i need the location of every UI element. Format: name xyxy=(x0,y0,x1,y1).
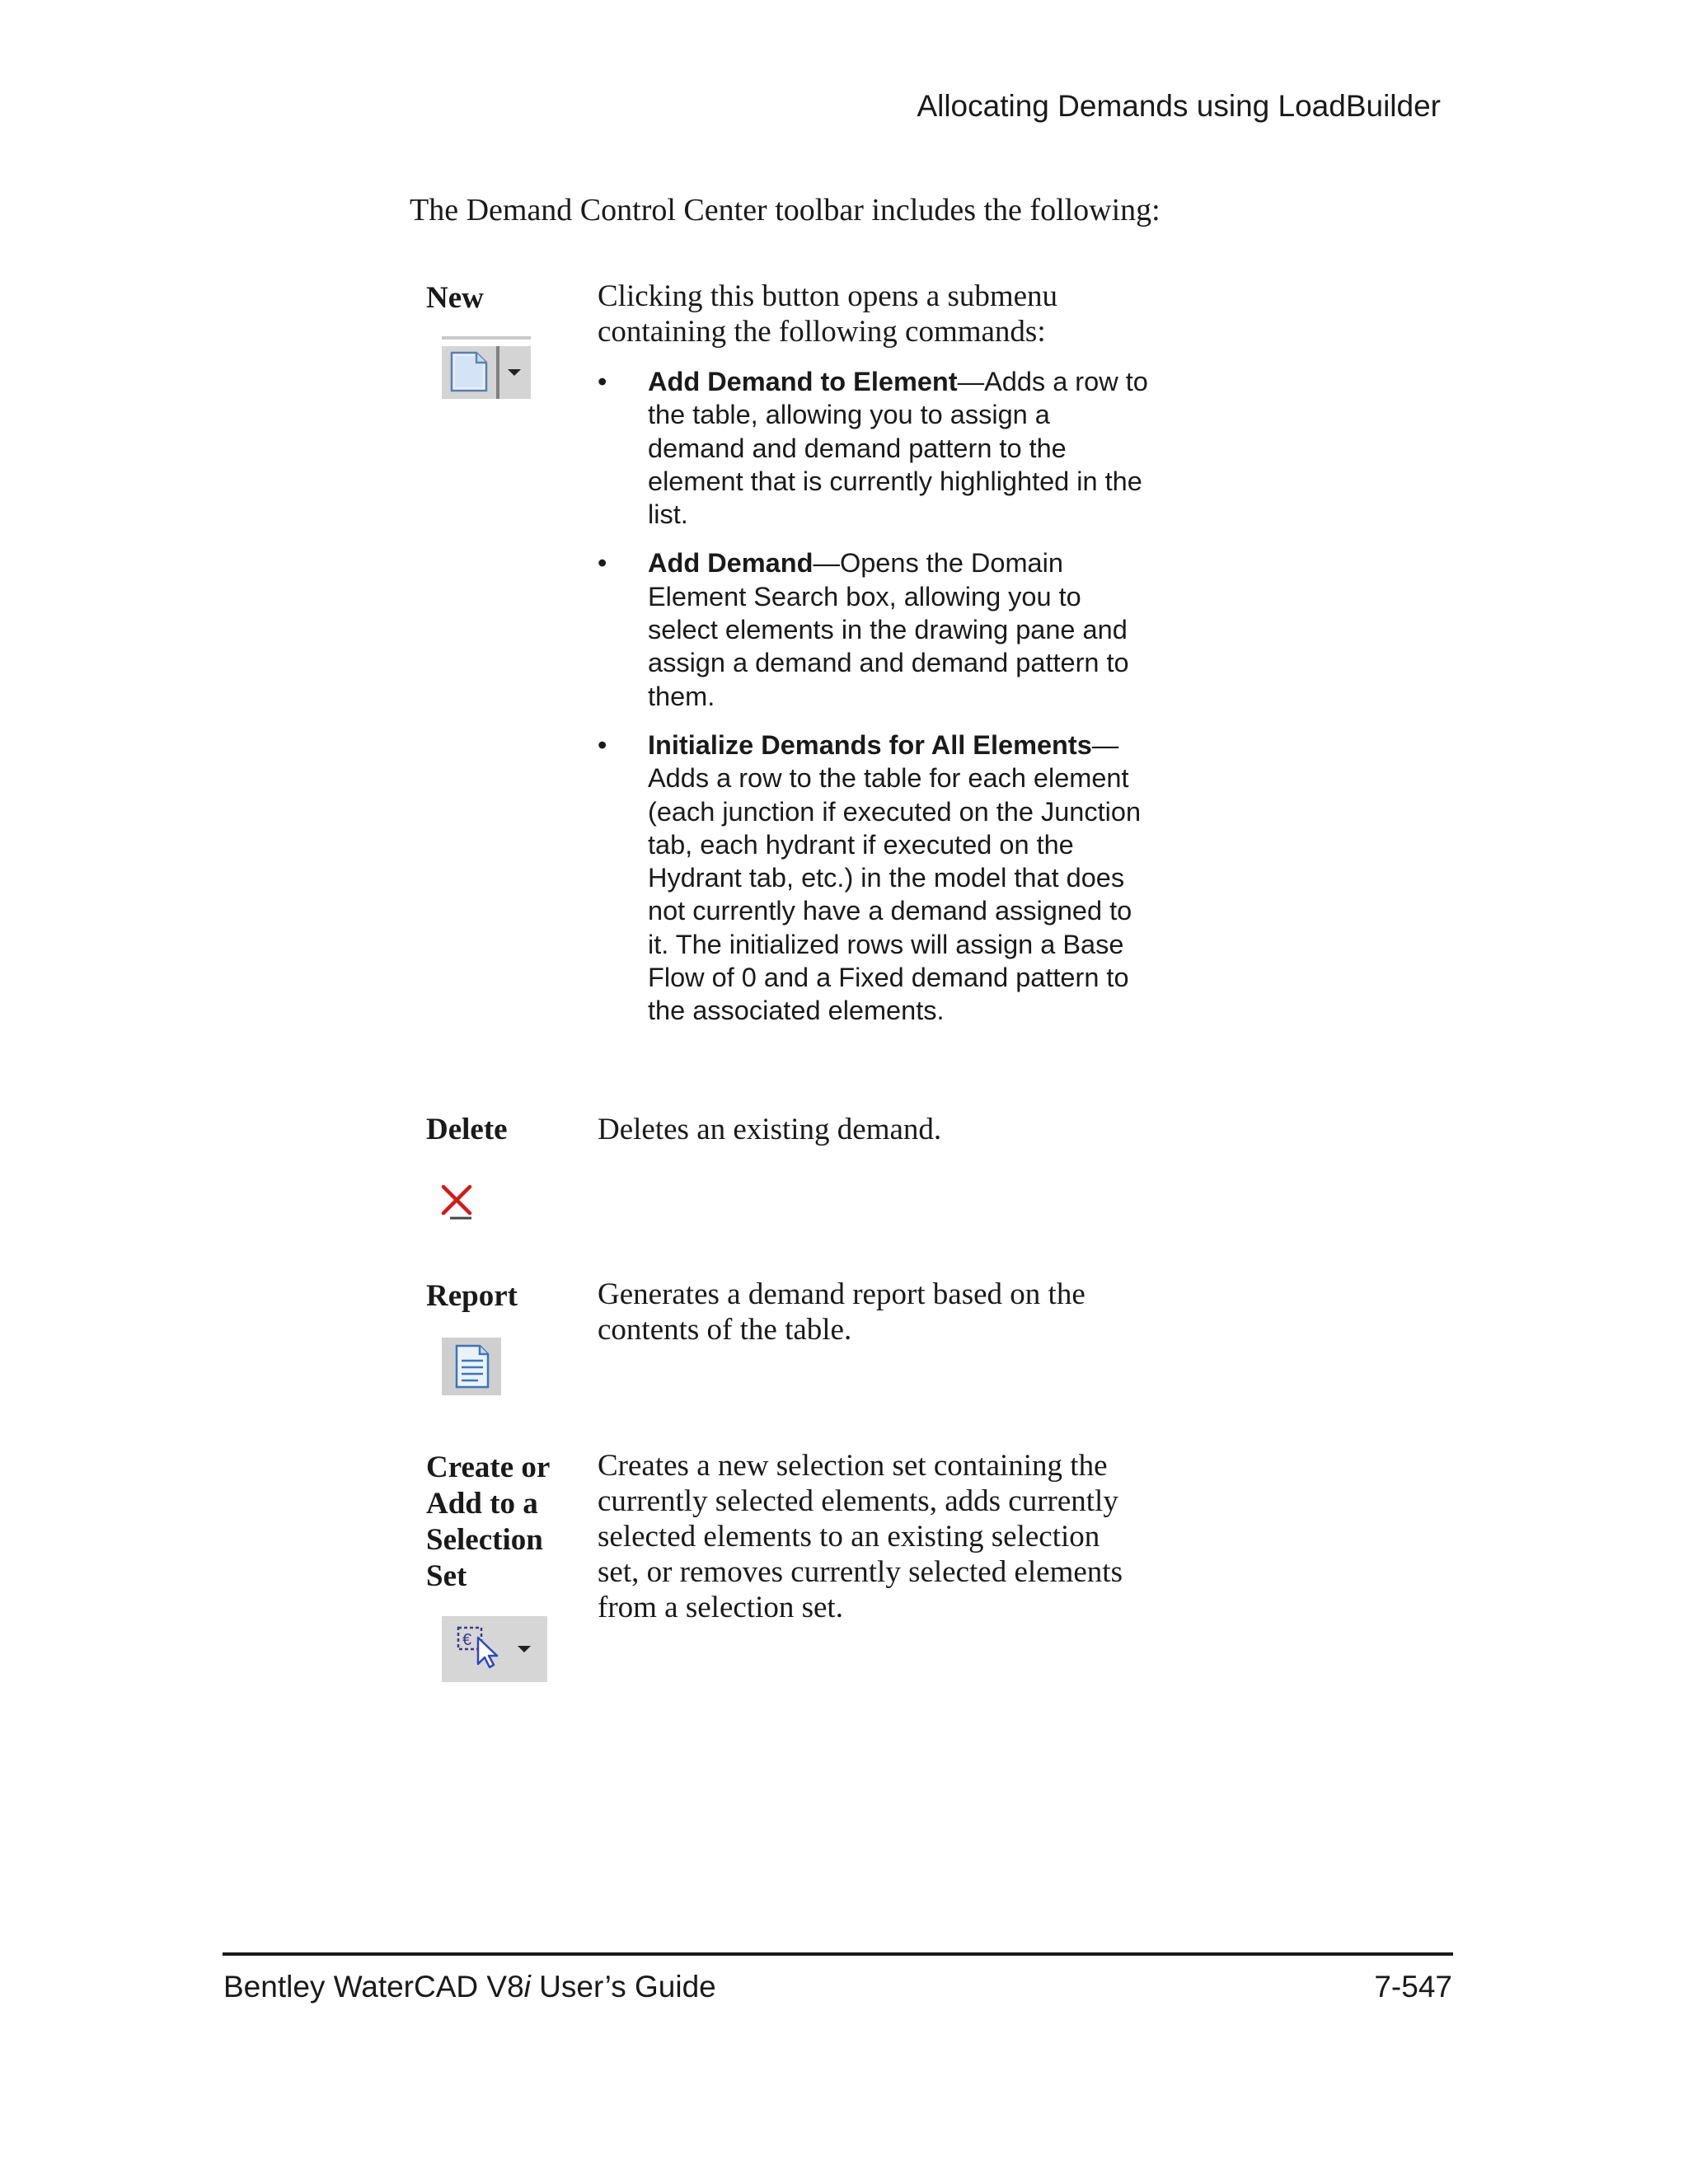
footer-guide-title: Bentley WaterCAD V8i User’s Guide xyxy=(223,1970,716,2004)
list-item: • Add Demand to Element—Adds a row to the table, allowing you to assign a demand and demand pattern to the element that is currently highlighted in the list. xyxy=(598,367,1148,530)
description-new: Clicking this button opens a submenu containing the following commands: xyxy=(598,279,1058,349)
term-selection-set: Create or Add to a Selection Set xyxy=(426,1451,550,1593)
footer-divider xyxy=(223,1952,1453,1956)
new-document-dropdown-icon xyxy=(442,336,531,403)
description-selection-set: Creates a new selection set containing the currently selected elements, adds currently selected elements to an existing selection set, or removes currently selected elements from a selection set. xyxy=(598,1449,1123,1624)
term-delete: Delete xyxy=(426,1113,508,1146)
selection-set-dropdown-icon xyxy=(442,1616,547,1686)
running-header: Allocating Demands using LoadBuilder xyxy=(917,89,1441,123)
footer-page-number: 7-547 xyxy=(1374,1970,1452,2004)
report-document-icon xyxy=(442,1338,501,1399)
list-item: • Initialize Demands for All Elements—Adds a row to the table for each element (each junction if executed on the Junction tab, each hydrant if executed on the Hydrant tab, etc.) in the model that does not currently have a demand assigned to it. The initialized rows will assign a Base Flow of 0 and a Fixed demand pattern to the associated elements. xyxy=(598,729,1142,1026)
intro-paragraph: The Demand Control Center toolbar includes the following: xyxy=(410,193,1160,227)
svg-text:€: € xyxy=(462,1631,472,1649)
list-item: • Add Demand—Opens the Domain Element Search box, allowing you to select elements in the drawing pane and assign a demand and demand pattern to them. xyxy=(598,548,1129,711)
term-report: Report xyxy=(426,1279,518,1313)
term-new: New xyxy=(426,281,484,315)
new-submenu-list xyxy=(598,365,1154,1043)
delete-x-icon xyxy=(438,1182,478,1227)
description-report: Generates a demand report based on the contents of the table. xyxy=(598,1277,1085,1347)
description-delete: Deletes an existing demand. xyxy=(598,1113,942,1146)
